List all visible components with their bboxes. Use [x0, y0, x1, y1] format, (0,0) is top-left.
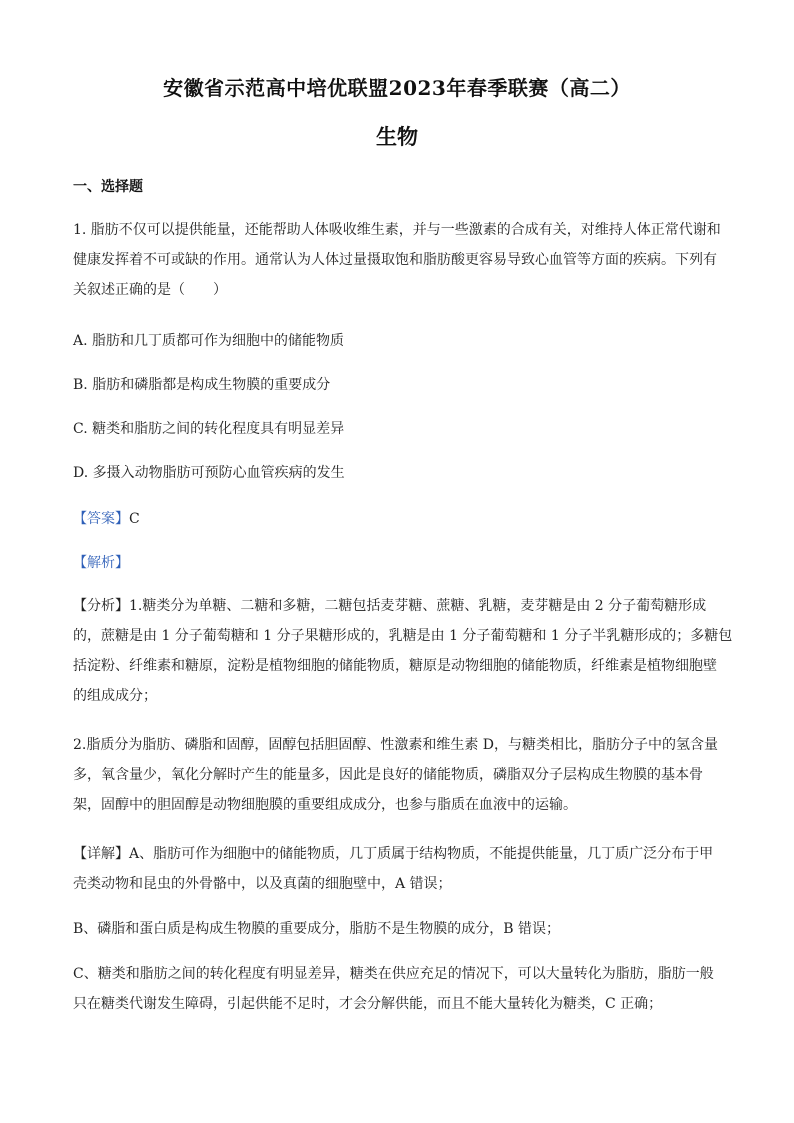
detail-line: 只在糖类代谢发生障碍，引起供能不足时，才会分解供能，而且不能大量转化为糖类，C 正确；	[73, 996, 663, 1012]
fenxi-line: 【分析】1.糖类分为单糖、二糖和多糖，二糖包括麦芽糖、蔗糖、乳糖，麦芽糖是由 2 分子葡萄糖形成	[73, 598, 707, 614]
fenxi-paragraph	[73, 591, 733, 711]
option-b: B. 脂肪和磷脂都是构成生物膜的重要成分	[73, 377, 331, 393]
fenxi-line: 的，蔗糖是由 1 分子葡萄糖和 1 分子果糖形成的，乳糖是由 1 分子葡萄糖和 1 分子半乳糖形成的；多糖包	[73, 628, 733, 644]
detail-line: 壳类动物和昆虫的外骨骼中，以及真菌的细胞壁中，A 错误；	[73, 876, 452, 892]
detail-tag: 【详解】	[73, 846, 129, 862]
analysis-heading	[73, 552, 129, 572]
detail-c-paragraph	[73, 959, 723, 1019]
stem-line: 健康发挥着不可或缺的作用。通常认为人体过量摄取饱和脂肪酸更容易导致心血管等方面的疾病。下列有	[73, 252, 717, 268]
answer-line	[73, 508, 140, 528]
lipid-paragraph	[73, 730, 723, 820]
option-a: A. 脂肪和几丁质都可作为细胞中的储能物质	[73, 333, 345, 349]
fenxi-line: 的组成成分；	[73, 688, 157, 704]
lipid-line: 多，氧含量少，氧化分解时产生的能量多，因此是良好的储能物质，磷脂双分子层构成生物膜的基本骨	[73, 767, 703, 783]
answer-tag: 【答案】	[73, 511, 129, 527]
fenxi-tag: 【分析】	[73, 598, 129, 614]
question-stem	[73, 215, 723, 305]
fenxi-line: 括淀粉、纤维素和糖原，淀粉是植物细胞的储能物质，糖原是动物细胞的储能物质，纤维素是植物细胞壁	[73, 658, 717, 674]
lipid-line: 2.脂质分为脂肪、磷脂和固醇，固醇包括胆固醇、性激素和维生素 D，与糖类相比，脂肪分子中的氢含量	[73, 737, 719, 753]
option-c: C. 糖类和脂肪之间的转化程度具有明显差异	[73, 421, 345, 437]
detail-a-paragraph	[73, 839, 723, 899]
option-d: D. 多摄入动物脂肪可预防心血管疾病的发生	[73, 465, 345, 481]
detail-b-line: B、磷脂和蛋白质是构成生物膜的重要成分，脂肪不是生物膜的成分，B 错误；	[73, 921, 561, 937]
analysis-tag: 【解析】	[73, 555, 129, 571]
stem-line: 1. 脂肪不仅可以提供能量，还能帮助人体吸收维生素，并与一些激素的合成有关，对维持人体正常代谢和	[73, 222, 721, 238]
stem-line: 关叙述正确的是（ ）	[73, 282, 227, 298]
lipid-line: 架，固醇中的胆固醇是动物细胞膜的重要组成成分，也参与脂质在血液中的运输。	[73, 797, 577, 813]
detail-line: C、糖类和脂肪之间的转化程度有明显差异，糖类在供应充足的情况下，可以大量转化为脂肪，脂肪一般	[73, 966, 714, 982]
detail-line: 【详解】A、脂肪可作为细胞中的储能物质，几丁质属于结构物质，不能提供能量，几丁质广泛分布于甲	[73, 846, 714, 862]
exam-title: 安徽省示范高中培优联盟2023年春季联赛（高二）	[163, 76, 631, 100]
section-heading: 一、选择题	[73, 179, 143, 195]
subject-title: 生物	[376, 124, 418, 149]
answer-value: C	[129, 511, 140, 527]
